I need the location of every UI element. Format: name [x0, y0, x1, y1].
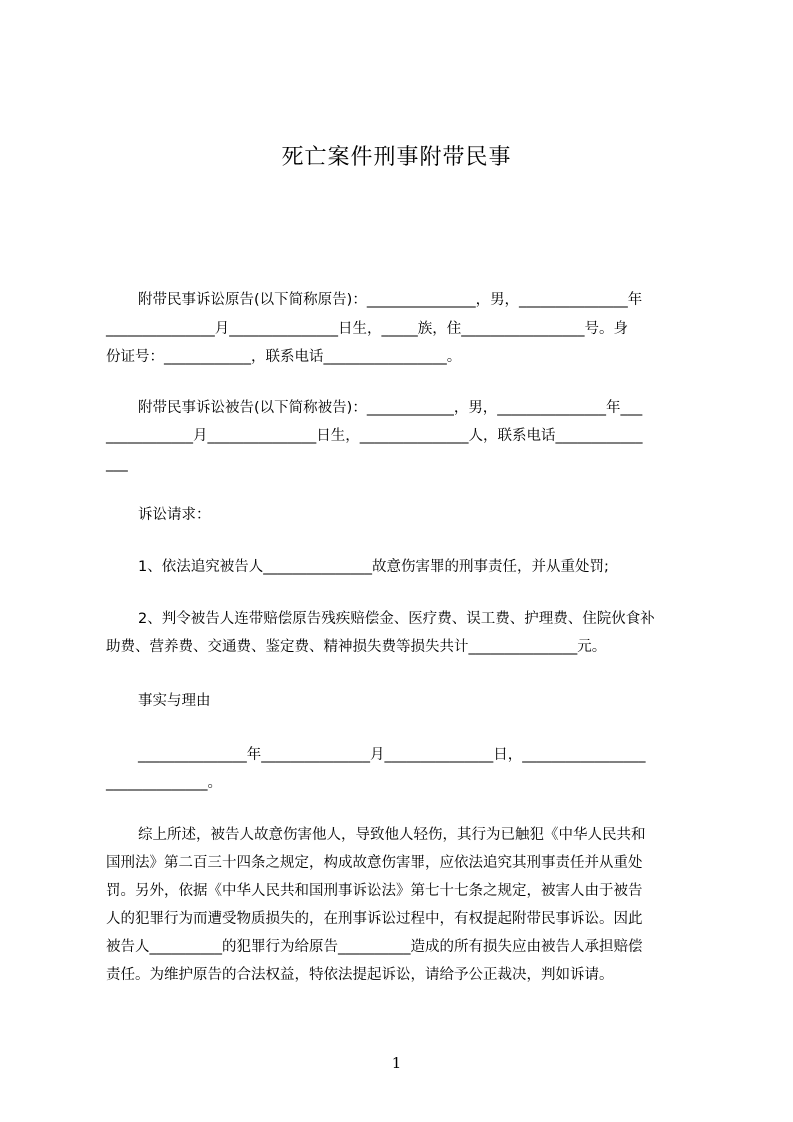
page-number: 1 — [391, 1054, 402, 1072]
conclusion-line-4: 人的犯罪行为而遭受物质损失的，在刑事诉讼过程中，有权提起附带民事诉讼。因此 — [106, 911, 643, 927]
claim-2-line-1: 2、判令被告人连带赔偿原告残疾赔偿金、医疗费、误工费、护理费、住院伙食补 — [138, 611, 655, 627]
defendant-line-1: 附带民事诉讼被告(以下简称被告)：____________，男，_______________年___ — [138, 400, 643, 416]
facts-line-2: ______________。 — [106, 775, 222, 791]
plaintiff-line-3: 份证号：____________，联系电话_________________。 — [106, 349, 462, 365]
facts-line-1: _______________年_______________月_______________日，_________________ — [138, 747, 646, 763]
conclusion-line-6: 责任。为维护原告的合法权益，特依法提起诉讼，请给予公正裁决，判如诉请。 — [106, 967, 614, 983]
document-title: 死亡案件刑事附带民事 — [281, 145, 512, 170]
claims-heading: 诉讼请求： — [138, 507, 211, 523]
conclusion-line-2: 国刑法》第二百三十四条之规定，构成故意伤害罪，应依法追究其刑事责任并从重处 — [106, 855, 643, 871]
facts-heading: 事实与理由 — [138, 693, 211, 709]
conclusion-line-3: 罚。另外，依据《中华人民共和国刑事诉讼法》第七十七条之规定，被害人由于被告 — [106, 883, 643, 899]
conclusion-line-1: 综上所述，被告人故意伤害他人，导致他人轻伤，其行为已触犯《中华人民共和 — [138, 827, 646, 843]
conclusion-line-5: 被告人__________的犯罪行为给原告__________造成的所有损失应由被告人承担赔偿 — [106, 939, 643, 955]
plaintiff-line-1: 附带民事诉讼原告(以下简称原告)：_______________，男，_______________年 — [138, 292, 643, 308]
defendant-line-2: ____________月_______________日生，_______________人，联系电话____________ — [106, 428, 643, 444]
defendant-line-3: ___ — [106, 456, 128, 472]
claim-1: 1、依法追究被告人_______________故意伤害罪的刑事责任，并从重处罚; — [138, 559, 609, 575]
plaintiff-line-2: _______________月_______________日生，_____族，住_________________号。身 — [106, 321, 628, 337]
claim-2-line-2: 助费、营养费、交通费、鉴定费、精神损失费等损失共计_______________元。 — [106, 639, 607, 655]
